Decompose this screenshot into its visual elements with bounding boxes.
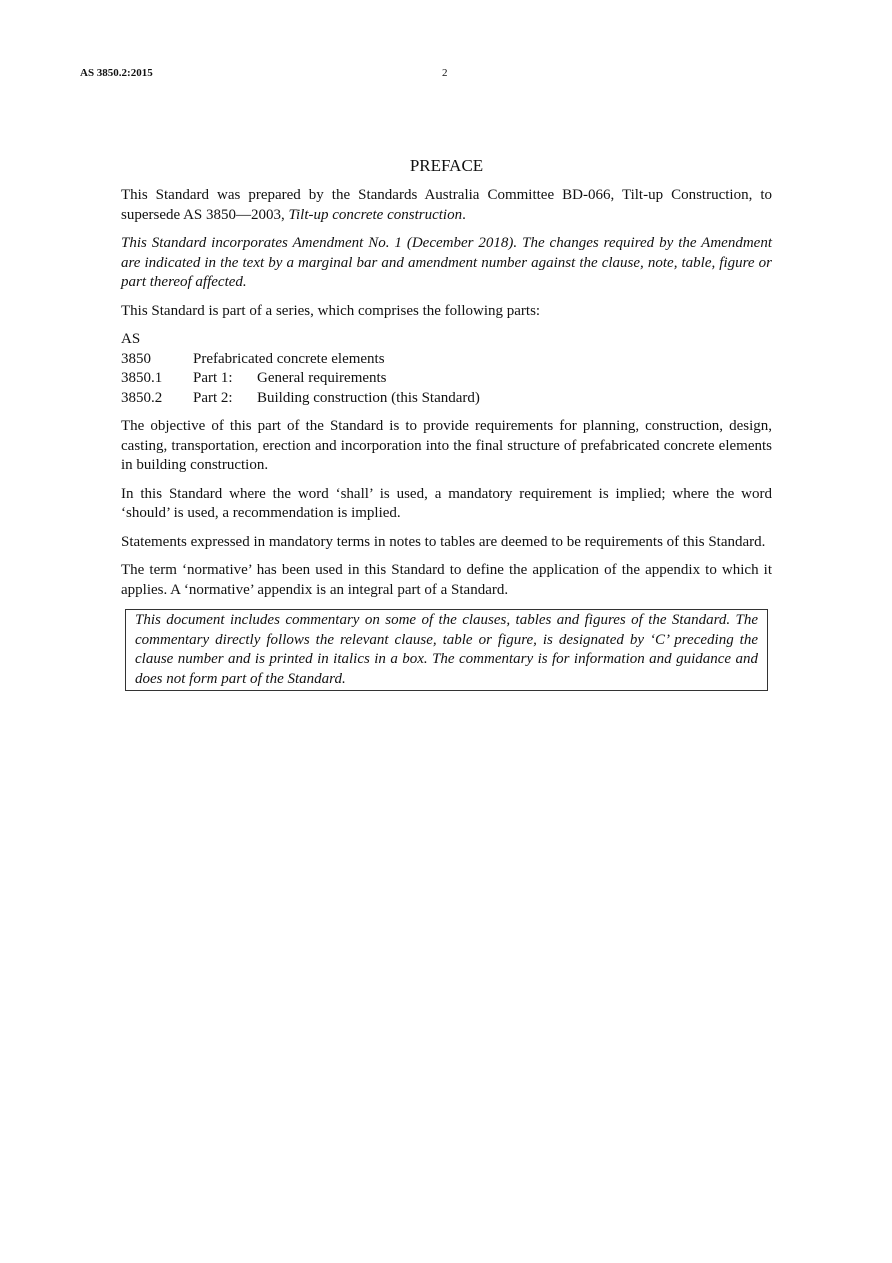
part-label: Prefabricated concrete elements [193, 350, 385, 367]
normative-paragraph: The term ‘normative’ has been used in this Standard to define the application of the appendix to which it applies. A ‘normative’ appendix is an integral part of a Standard. [121, 562, 772, 598]
document-code: AS 3850.2:2015 [80, 67, 153, 79]
preparation-text: This Standard was prepared by the Standards Australia Committee BD-066, Tilt-up Construction, to supersede AS 3850—2003, [121, 187, 772, 223]
amendment-note: This Standard incorporates Amendment No. 1 (December 2018). The changes required by the Amendment are indicated in the text by a marginal bar and amendment number against the clause, note, table, figure or part thereof affected. [121, 235, 772, 290]
preparation-end: . [462, 206, 466, 223]
part-label: Part 1: [193, 370, 233, 386]
part-title: General requirements [257, 370, 387, 386]
part-number: 3850.2 [121, 389, 163, 406]
part-title: Building construction (this Standard) [257, 389, 480, 406]
preparation-paragraph [121, 186, 772, 225]
list-item [121, 389, 772, 409]
list-item [121, 350, 772, 370]
list-item [121, 369, 772, 389]
mandatory-notes-paragraph: Statements expressed in mandatory terms in notes to tables are deemed to be requirements of this Standard. [121, 533, 766, 550]
shall-should-paragraph: In this Standard where the word ‘shall’ is used, a mandatory requirement is implied; where the word ‘should’ is used, a recommendation is implied. [121, 485, 772, 521]
parts-list [121, 330, 772, 408]
commentary-box: This document includes commentary on some of the clauses, tables and figures of the Standard. The commentary directly follows the relevant clause, table or figure, is designated by ‘C’ preceding the clause number and is printed in italics in a box. The commentary is for information and guidance and does not form part of the Standard. [125, 609, 768, 691]
series-intro: This Standard is part of a series, which comprises the following parts: [121, 302, 541, 319]
part-number: 3850 [121, 350, 151, 367]
preface-section [121, 155, 772, 691]
part-number: 3850.1 [121, 370, 163, 386]
part-label: Part 2: [193, 389, 233, 406]
preface-title: PREFACE [409, 156, 484, 175]
superseded-title: Tilt-up concrete construction [288, 206, 463, 223]
page-number: 2 [442, 67, 448, 79]
parts-list-prefix: AS [121, 331, 141, 347]
objective-paragraph: The objective of this part of the Standard is to provide requirements for planning, construction, design, casting, transportation, erection and incorporation into the final structure of prefabricated concrete elements in building construction. [121, 418, 772, 473]
